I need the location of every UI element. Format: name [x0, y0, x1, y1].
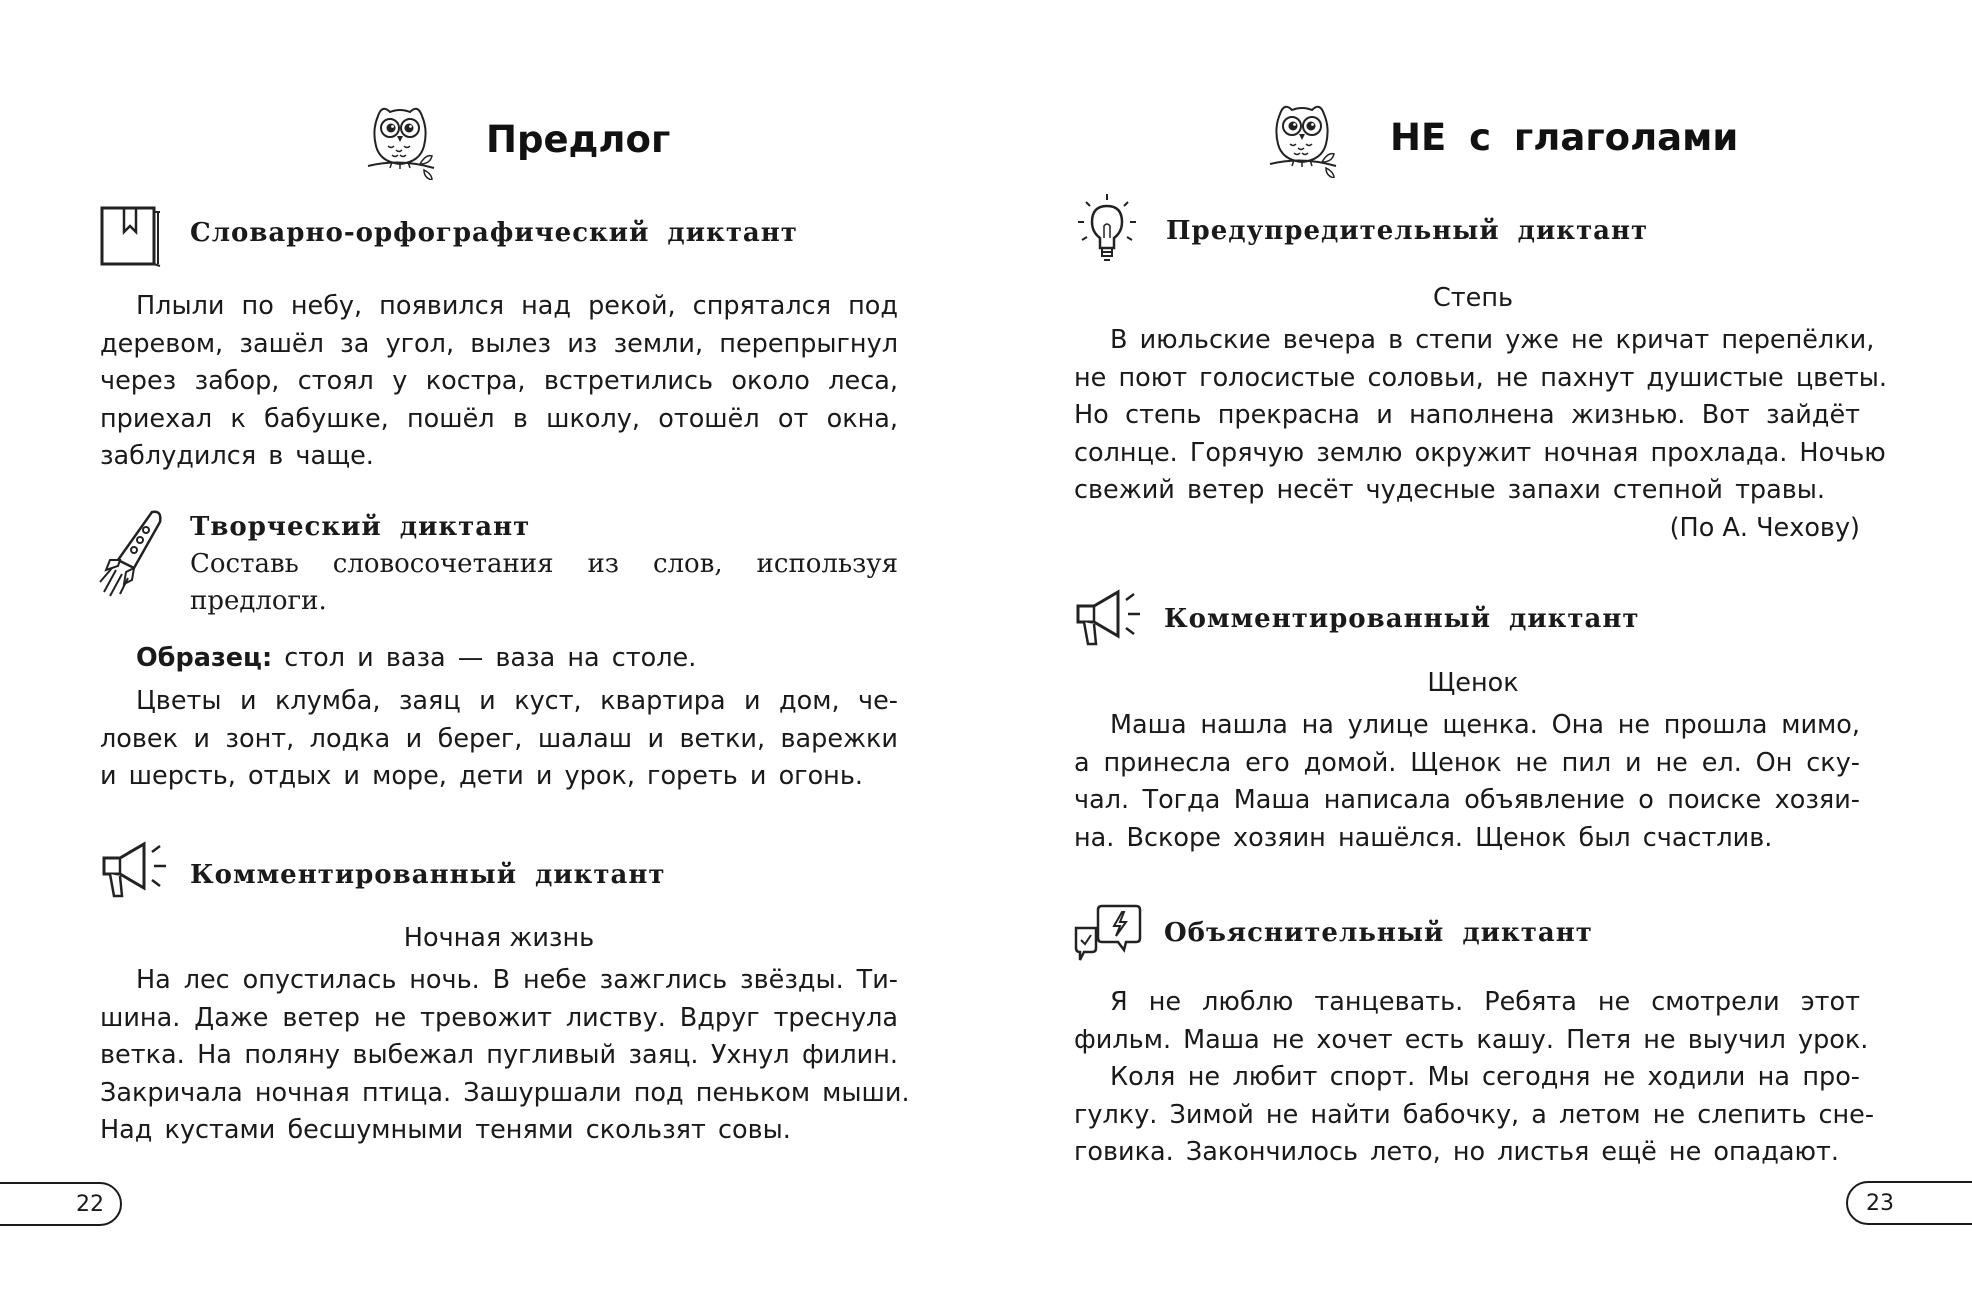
sample-line	[136, 643, 696, 673]
text-line: Коля не любит спорт. Мы сегодня не ходили на про-	[1110, 1062, 1860, 1092]
text-line: Закричала ночная птица. Зашуршали под пеньком мыши.	[100, 1077, 910, 1108]
sample-label: Образец:	[136, 643, 273, 673]
owl-icon	[1266, 98, 1338, 178]
page-number-label: 23	[1866, 1190, 1894, 1216]
text-title: Ночная жизнь	[403, 923, 595, 953]
section-title: Творческий диктант	[190, 512, 531, 542]
text-line: деревом, зашёл за угол, вылез из земли, перепрыгнул	[100, 328, 898, 359]
text-line: фильм. Маша не хочет есть кашу. Петя не выучил урок.	[1074, 1024, 1869, 1055]
dictation-text	[1074, 322, 1887, 510]
text-line: гулку. Зимой не найти бабочку, а летом не слепить сне-	[1074, 1099, 1875, 1130]
sample-text: стол и ваза — ваза на столе.	[284, 643, 697, 673]
text-line: Плыли по небу, появился над рекой, спрятался под	[136, 291, 898, 321]
dictation-text	[1074, 984, 1875, 1172]
section-title: Объяснительный диктант	[1164, 918, 1593, 948]
page-number-label: 22	[76, 1191, 104, 1217]
owl-icon	[364, 100, 436, 180]
dictation-text	[100, 683, 898, 796]
text-line: шина. Даже ветер не тревожит листву. Вдруг треснула	[100, 1002, 898, 1033]
text-line: ловек и зонт, лодка и берег, шалаш и ветки, варежки	[100, 723, 898, 754]
text-line: на. Вскоре хозяин нашёлся. Щенок был счастлив.	[1074, 822, 1773, 853]
text-line: Я не люблю танцевать. Ребята не смотрели этот	[1110, 987, 1860, 1017]
section-title: Комментированный диктант	[1164, 604, 1640, 634]
megaphone-icon	[100, 838, 170, 900]
attribution: (По А. Чехову)	[1669, 513, 1860, 543]
text-title: Щенок	[1427, 668, 1519, 698]
text-line: чал. Тогда Маша написала объявление о поиске хозяи-	[1074, 785, 1860, 815]
right-page	[986, 0, 1972, 1299]
text-line: не поют голосистые соловьи, не пахнут душистые цветы.	[1074, 362, 1887, 393]
text-line: ветка. На поляну выбежал пугливый заяц. Ухнул филин.	[100, 1040, 898, 1070]
text-line: Маша нашла на улице щенка. Она не прошла мимо,	[1110, 710, 1860, 740]
text-line: Над кустами бесшумными тенями скользят совы.	[100, 1115, 791, 1145]
text-line: через забор, стоял у костра, встретились около леса,	[100, 366, 898, 396]
text-line: В июльские вечера в степи уже не кричат перепёлки,	[1110, 325, 1875, 355]
dictation-text	[1074, 707, 1860, 857]
page-number	[0, 1182, 122, 1226]
section-title: Словарно-орфографический диктант	[190, 218, 798, 248]
text-title: Степь	[1432, 283, 1514, 313]
text-line: свежий ветер несёт чудесные запахи степной травы.	[1074, 475, 1826, 505]
page-number	[1846, 1181, 1972, 1225]
book-icon	[100, 206, 162, 268]
text-line: заблудился в чаще.	[100, 441, 374, 471]
text-line: приехал к бабушке, пошёл в школу, отошёл от окна,	[100, 403, 898, 434]
lightbulb-icon	[1074, 192, 1140, 268]
text-line: Цветы и клумба, заяц и куст, квартира и дом, че-	[136, 686, 898, 716]
section-subtitle: Составь словосочетания из слов, используя предлоги.	[190, 549, 898, 616]
speech-bubbles-icon	[1072, 902, 1142, 964]
dictation-text	[100, 962, 910, 1150]
dictation-text	[100, 288, 898, 476]
section-title: Комментированный диктант	[190, 860, 666, 890]
megaphone-icon	[1074, 586, 1144, 648]
section-title: Предупредительный диктант	[1166, 216, 1649, 246]
text-line: солнце. Горячую землю окружит ночная прохлада. Ночью	[1074, 437, 1886, 468]
text-line: и шерсть, отдых и море, дети и урок, гореть и огонь.	[100, 761, 863, 791]
rocket-icon	[96, 508, 166, 598]
page-title: Предлог	[486, 118, 671, 161]
text-line: а принесла его домой. Щенок не пил и не ел. Он ску-	[1074, 747, 1860, 778]
page-title: НЕ с глаголами	[1390, 116, 1739, 159]
text-line: На лес опустилась ночь. В небе зажглись звёзды. Ти-	[136, 965, 898, 995]
text-line: говика. Закончилось лето, но листья ещё не опадают.	[1074, 1137, 1839, 1167]
text-line: Но степь прекрасна и наполнена жизнью. Вот зайдёт	[1074, 400, 1860, 430]
